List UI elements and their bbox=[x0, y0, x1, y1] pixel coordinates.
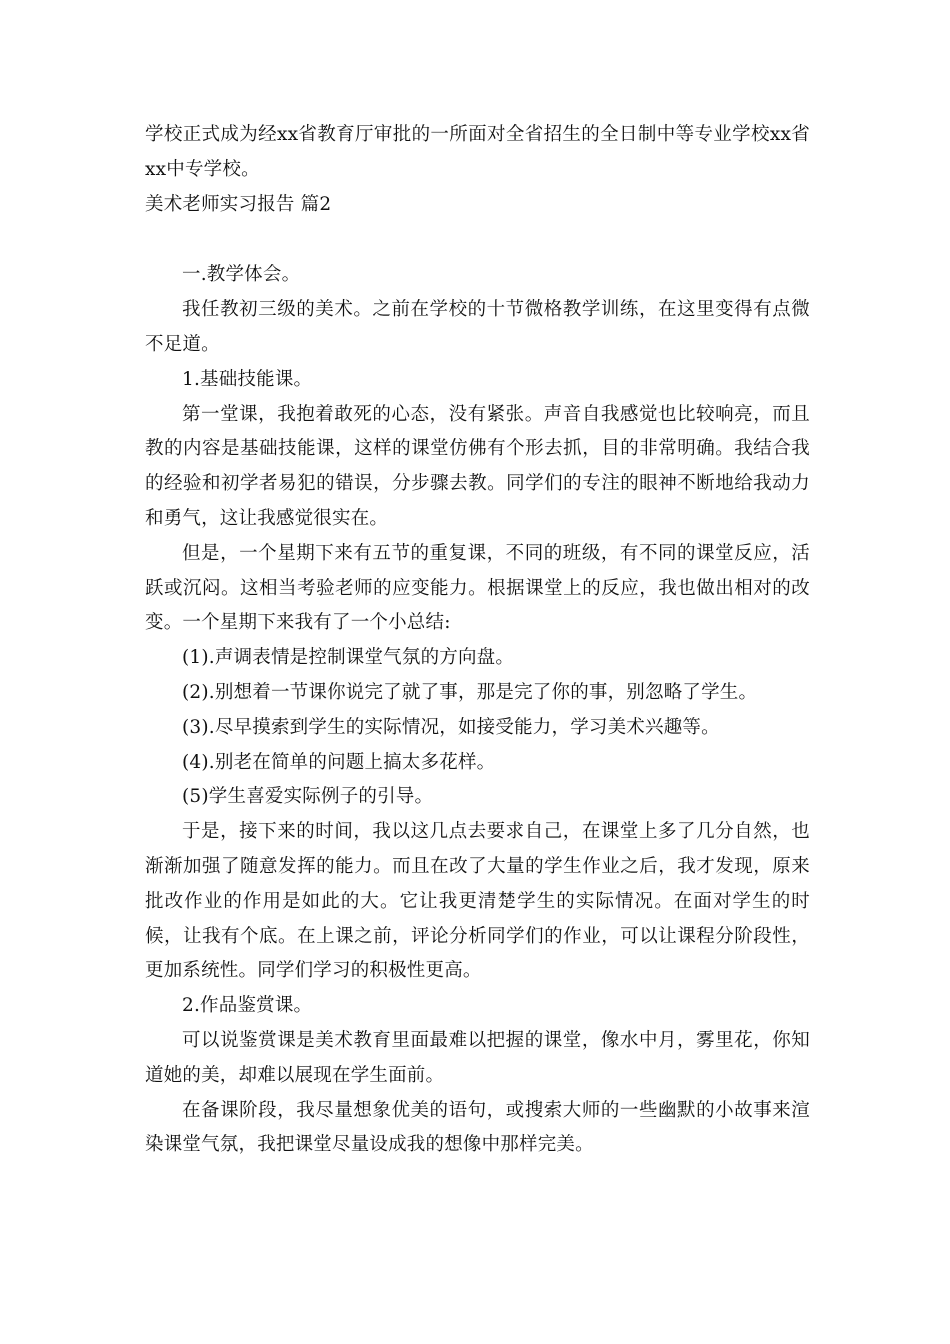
paragraph: 第一堂课，我抱着敢死的心态，没有紧张。声音自我感觉也比较响亮，而且教的内容是基础技能课，这样的课堂仿佛有个形去抓，目的非常明确。我结合我的经验和初学者易犯的错误，分步骤去教。同学们的专注的眼神不断地给我动力和勇气，这让我感觉很实在。 bbox=[145, 403, 810, 529]
heading-appreciation-class: 2.作品鉴赏课。 bbox=[182, 995, 313, 1017]
paragraph: 在备课阶段，我尽量想象优美的语句，或搜索大师的一些幽默的小故事来渲染课堂气氛，我把课堂尽量设成我的想像中那样完美。 bbox=[145, 1099, 810, 1156]
heading-teaching-experience: 一.教学体会。 bbox=[182, 264, 301, 286]
heading-basic-skills-class: 1.基础技能课。 bbox=[182, 368, 313, 390]
list-item: (2).别想着一节课你说完了就了事，那是完了你的事，别忽略了学生。 bbox=[182, 681, 758, 703]
intro-paragraph: 学校正式成为经xx省教育厅审批的一所面对全省招生的全日制中等专业学校xx省xx中专学校。 bbox=[145, 124, 810, 180]
list-item: (3).尽早摸索到学生的实际情况，如接受能力，学习美术兴趣等。 bbox=[182, 716, 720, 738]
list-item: (4).别老在简单的问题上搞太多花样。 bbox=[182, 751, 496, 773]
paragraph: 于是，接下来的时间，我以这几点去要求自己，在课堂上多了几分自然，也渐渐加强了随意发挥的能力。而且在改了大量的学生作业之后，我才发现，原来批改作业的作用是如此的大。它让我更清楚学生的实际情况。在面对学生的时候，让我有个底。在上课之前，评论分析同学们的作业，可以让课程分阶段性，更加系统性。同学们学习的积极性更高。 bbox=[145, 821, 810, 982]
paragraph: 我任教初三级的美术。之前在学校的十节微格教学训练，在这里变得有点微不足道。 bbox=[145, 299, 810, 355]
list-item: (5)学生喜爱实际例子的引导。 bbox=[182, 786, 434, 808]
list-item: (1).声调表情是控制课堂气氛的方向盘。 bbox=[182, 647, 515, 669]
blank-line bbox=[145, 222, 810, 258]
paragraph: 可以说鉴赏课是美术教育里面最难以把握的课堂，像水中月，雾里花，你知道她的美，却难以展现在学生面前。 bbox=[145, 1029, 810, 1086]
paragraph: 但是，一个星期下来有五节的重复课，不同的班级，有不同的课堂反应，活跃或沉闷。这相当考验老师的应变能力。根据课堂上的反应，我也做出相对的改变。一个星期下来我有了一个小总结: bbox=[145, 542, 810, 634]
document-body bbox=[145, 118, 810, 1163]
section-title: 美术老师实习报告 篇2 bbox=[145, 193, 332, 215]
